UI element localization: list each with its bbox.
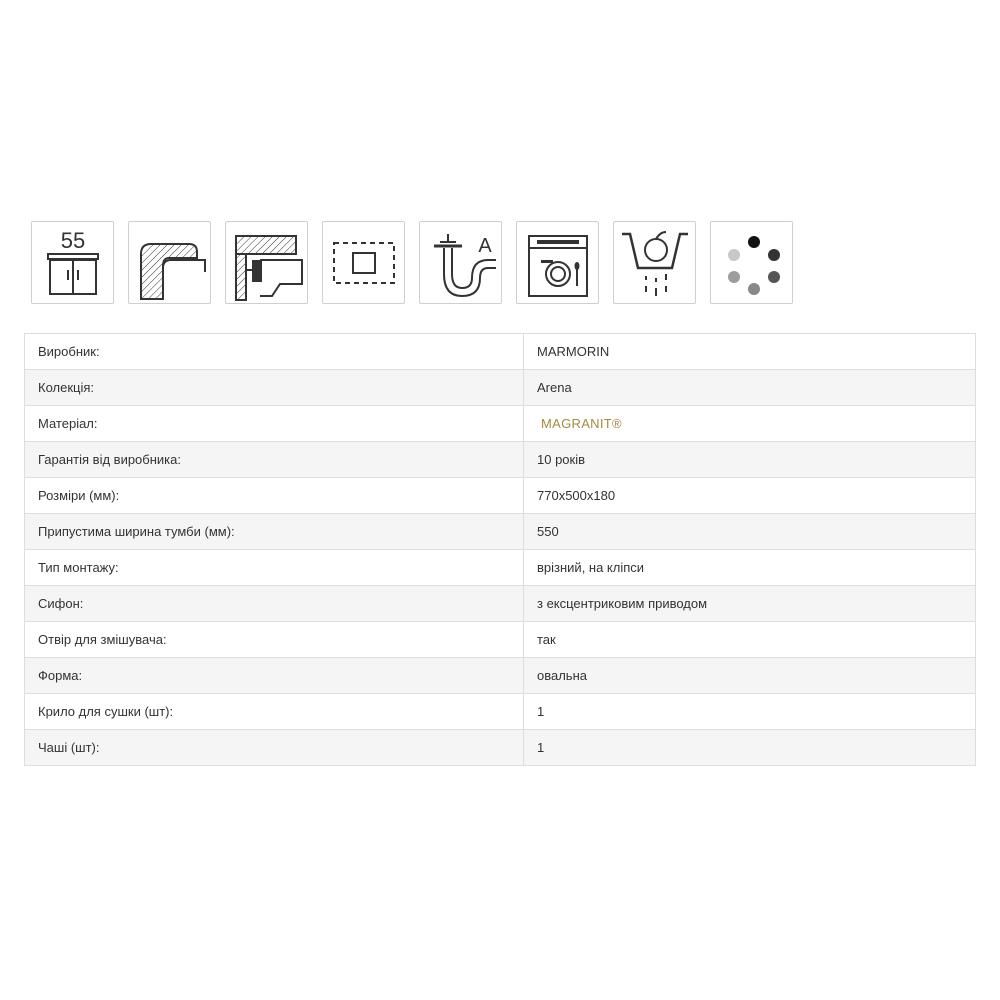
spec-label: Чаші (шт):: [25, 730, 524, 766]
spec-value: MARMORIN: [524, 334, 976, 370]
cabinet-55-tile[interactable]: [31, 221, 114, 304]
spec-label: Розміри (мм):: [25, 478, 524, 514]
spec-label: Матеріал:: [25, 406, 524, 442]
spec-row: [25, 334, 976, 370]
spec-value: [524, 406, 976, 442]
spec-row: [25, 622, 976, 658]
spec-row: [25, 694, 976, 730]
spec-row: [25, 550, 976, 586]
spec-row: [25, 406, 976, 442]
cabinet-55-icon: [34, 224, 112, 302]
svg-text:55: 55: [60, 227, 85, 253]
spec-label: Отвір для змішувача:: [25, 622, 524, 658]
spec-value: 550: [524, 514, 976, 550]
spec-label: Колекція:: [25, 370, 524, 406]
spec-row: [25, 442, 976, 478]
spec-value: 1: [524, 730, 976, 766]
spec-label: Тип монтажу:: [25, 550, 524, 586]
spec-value: врізний, на кліпси: [524, 550, 976, 586]
clip-mounting-icon: [228, 224, 306, 302]
spec-value: так: [524, 622, 976, 658]
material-link[interactable]: MAGRANIT®: [541, 416, 622, 431]
siphon-a-icon: [422, 224, 500, 302]
dishwasher-tile[interactable]: [516, 221, 599, 304]
spec-row: [25, 730, 976, 766]
spec-row: [25, 658, 976, 694]
color-options-icon: [713, 224, 791, 302]
spec-value: Arena: [524, 370, 976, 406]
spec-label: Гарантія від виробника:: [25, 442, 524, 478]
cutout-template-tile[interactable]: [322, 221, 405, 304]
specifications-table: [24, 333, 976, 766]
spec-label: Крило для сушки (шт):: [25, 694, 524, 730]
spec-row: [25, 514, 976, 550]
spec-label: Сифон:: [25, 586, 524, 622]
fruit-bowl-tile[interactable]: [613, 221, 696, 304]
spec-row: [25, 478, 976, 514]
spec-value: 770x500x180: [524, 478, 976, 514]
spec-row: [25, 586, 976, 622]
spec-row: [25, 370, 976, 406]
spec-value: 1: [524, 694, 976, 730]
svg-text:A: A: [477, 234, 492, 257]
spec-label: Виробник:: [25, 334, 524, 370]
spec-value: овальна: [524, 658, 976, 694]
color-options-tile[interactable]: [710, 221, 793, 304]
dishwasher-icon: [519, 224, 597, 302]
countertop-edge-icon: [131, 224, 209, 302]
feature-icon-row: [31, 221, 793, 304]
spec-value: 10 років: [524, 442, 976, 478]
cutout-template-icon: [325, 224, 403, 302]
spec-label: Припустима ширина тумби (мм):: [25, 514, 524, 550]
spec-label: Форма:: [25, 658, 524, 694]
clip-mounting-tile[interactable]: [225, 221, 308, 304]
countertop-edge-tile[interactable]: [128, 221, 211, 304]
spec-value: з ексцентриковим приводом: [524, 586, 976, 622]
fruit-bowl-strainer-icon: [616, 224, 694, 302]
siphon-tile[interactable]: [419, 221, 502, 304]
